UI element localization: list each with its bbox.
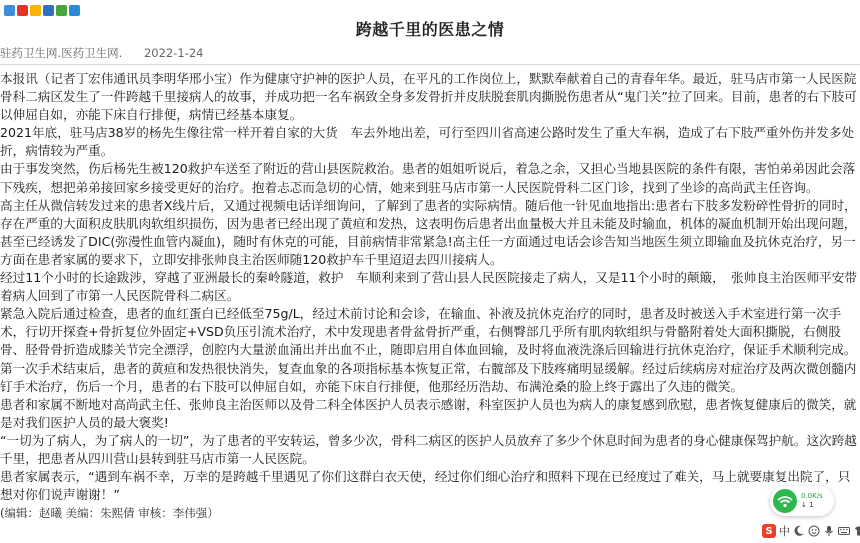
paragraph: 本报讯（记者丁宏伟通讯员李明华邢小宝）作为健康守护神的医护人员，在平凡的工作岗位上，默默奉献着自己的青春年华。最近，驻马店市第一人民医院骨科二病区发生了一件跨越千里接病人的故事，并成功把一名车祸致全身多发骨折并皮肤脱套肌肉撕脱伤患者从“鬼门关”拉了回来。目前，患者的右下肢可以伸屈自如，亦能下床自行排便，病情已经基本康复。 bbox=[0, 71, 857, 123]
qzone-icon[interactable] bbox=[30, 5, 41, 16]
paragraph: 紧急入院后通过检查，患者的血红蛋白已经低至75g/L，经过术前讨论和会诊，在输血、补液及抗休克治疗的同时，患者及时被送入手术室进行第一次手术，行切开探查+骨折复位外固定+VSD负压引流术治疗，术中发现患者骨盆骨折严重，右侧臀部几乎所有肌肉软组织与骨骼附着处大面积撕脱，右侧股骨、胫骨骨折造成膝关节完全漂浮，创腔内大量淤血涌出并出血不止，随即启用自体血回输，及时将血液洗涤后回输进行抗休克治疗，保证手术顺利完成。 bbox=[0, 306, 857, 358]
emoji-icon[interactable] bbox=[808, 525, 820, 537]
article-meta bbox=[0, 45, 204, 61]
paragraph: 第一次手术结束后，患者的黄疸和发热很快消失，复查血象的各项指标基本恢复正常，右髋部及下肢疼痛明显缓解。经过后续病房对症治疗及两次微创髓内钉手术治疗，伤后一个月，患者的右下肢可以伸屈自如，亦能下床自行排便，他那经历浩劫、布满沧桑的脸上终于露出了久违的微笑。 bbox=[0, 360, 857, 394]
keyboard-icon[interactable] bbox=[838, 525, 850, 537]
ime-language-toggle[interactable]: 中 bbox=[779, 525, 790, 538]
article-source: 驻药卫生网.医药卫生网. bbox=[0, 46, 123, 60]
article-date: 2022-1-24 bbox=[143, 46, 204, 60]
network-stats bbox=[801, 492, 823, 510]
paragraph: 经过11个小时的长途跋涉，穿越了亚洲最长的秦岭隧道，救护 车顺利来到了营山县人民医院接走了病人，又是11个小时的颠簸， 张帅良主治医师平安带着病人回到了市第一人民医院骨科二病区。 bbox=[0, 270, 857, 304]
article-title: 跨越千里的医患之情 bbox=[355, 19, 505, 39]
share-plus-icon[interactable] bbox=[4, 5, 15, 16]
paragraph: 2021年底，驻马店38岁的杨先生像往常一样开着自家的大货 车去外地出差，可行至四川省高速公路时发生了重大车祸，造成了右下肢严重外伤并发多处折，病情较为严重。 bbox=[0, 125, 855, 159]
renren-icon[interactable] bbox=[43, 5, 54, 16]
paragraph: “一切为了病人，为了病人的一切”，为了患者的平安转运，曾多少次，骨科二病区的医护人员放弃了多少个休息时间为患者的身心健康保驾护航。这次跨越千里，把患者从四川营山县转到驻马店市第一人民医院。 bbox=[0, 432, 857, 466]
wifi-icon bbox=[773, 489, 797, 513]
microphone-icon[interactable] bbox=[823, 525, 835, 537]
ime-toolbar bbox=[762, 522, 860, 540]
upload-speed: 0.0K/s bbox=[801, 492, 823, 500]
divider bbox=[0, 64, 860, 65]
download-speed: ↓ 1 bbox=[801, 501, 814, 509]
paragraph: 由于事发突然，伤后杨先生被120救护车送至了附近的营山县医院救治。患者的姐姐听说后，着急之余，又担心当地县医院的条件有限，害怕弟弟因此会落下残疾，想把弟弟接回家乡接受更好的治疗。抱着忐忑而急切的心情，她来到驻马店市第一人民医院骨科二区门诊，找到了坐诊的高尚武主任咨询。 bbox=[0, 161, 856, 195]
moon-punctuation-icon[interactable] bbox=[793, 525, 805, 537]
share-toolbar bbox=[4, 5, 80, 16]
sogou-logo-icon[interactable]: S bbox=[762, 524, 776, 538]
skin-icon[interactable] bbox=[853, 525, 860, 537]
paragraph: 高主任从微信转发过来的患者X线片后，又通过视频电话详细询问，了解到了患者的实际病情。随后他一针见血地指出:患者右下肢多发粉碎性骨折的同时，存在严重的大面积皮肤肌肉软组织损伤，因为患者已经出现了黄疸和发热，这表明伤后患者出血量极大并且未能及时输血，机体的凝血机制开始出现问题，甚至已经诱发了DIC(弥漫性血管内凝血)，随时有休克的可能，目前病情非常紧急!高主任一方面通过电话会诊告知当地医生须立即输血及抗休克治疗，另一方面在患者家属的要求下，立即安排张帅良主治医师随120救护车千里迢迢去四川接病人。 bbox=[0, 197, 857, 267]
editors-credit: (编辑：赵曦 美编：朱熙倩 审核：李伟强） bbox=[0, 506, 219, 521]
paragraph: 患者家属表示，“遇到车祸不幸，万幸的是跨越千里遇见了你们这群白衣天使，经过你们细心治疗和照料下现在已经度过了难关，马上就要康复出院了，只想对你们说声谢谢！” bbox=[0, 469, 851, 503]
wechat-icon[interactable] bbox=[56, 5, 67, 16]
weibo-icon[interactable] bbox=[17, 5, 28, 16]
tencent-weibo-icon[interactable] bbox=[69, 5, 80, 16]
article-body bbox=[0, 70, 858, 522]
network-speed-widget[interactable] bbox=[770, 486, 834, 516]
paragraph: 患者和家属不断地对高尚武主任、张帅良主治医师以及骨二科全体医护人员表示感谢，科室医护人员也为病人的康复感到欣慰，患者恢复健康后的微笑，就是对我们医护人员的最大褒奖! bbox=[0, 396, 857, 430]
